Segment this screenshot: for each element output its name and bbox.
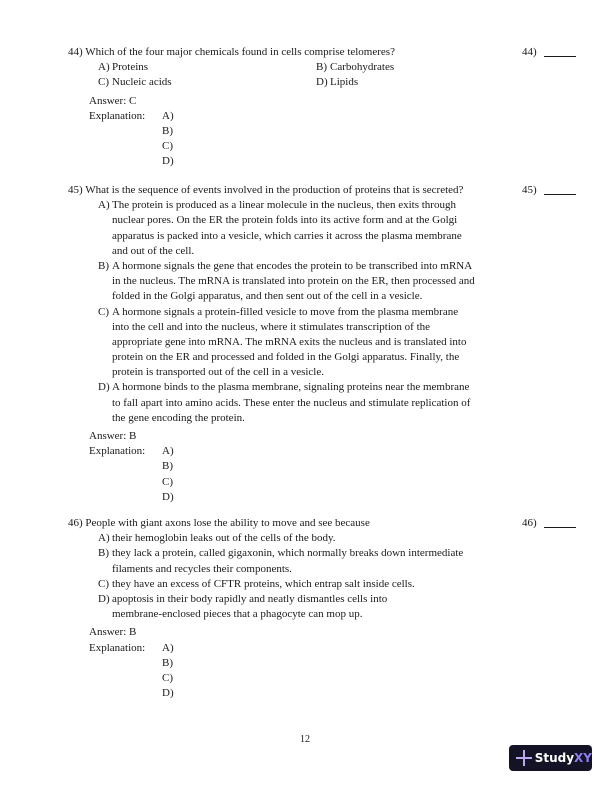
- question-46: [68, 516, 608, 701]
- question-number: 45): [68, 184, 83, 196]
- studyxy-badge[interactable]: [509, 745, 592, 771]
- brand-name: StudyXY: [534, 751, 592, 765]
- explanation-letter: D): [162, 687, 174, 700]
- answer-blank[interactable]: [544, 56, 576, 57]
- answer-line: Answer: B: [89, 430, 137, 442]
- option-b: B) they lack a protein, called gigaxonin, which normally breaks down intermediate filaments and recycles their components.: [98, 547, 464, 575]
- option-d: D) apoptosis in their body rapidly and neatly dismantles cells into membrane-enclosed pieces that a phagocyte can mop up.: [98, 592, 388, 621]
- option-a: A) their hemoglobin leaks out of the cells of the body.: [98, 532, 336, 545]
- answer-slot-number: 44): [522, 46, 537, 58]
- question-text: Which of the four major chemicals found in cells comprise telomeres?: [85, 46, 395, 58]
- option-c: C) they have an excess of CFTR proteins, which entrap salt inside cells.: [98, 577, 415, 590]
- option-c: C) Nucleic acids: [98, 76, 172, 89]
- question-number: 44): [68, 46, 83, 58]
- explanation-row: Explanation: A): [89, 445, 174, 458]
- option-a: A) Proteins: [98, 61, 149, 74]
- answer-value: B: [129, 626, 137, 639]
- option-d: D) Lipids: [316, 76, 359, 89]
- explanation-letter: D): [162, 490, 174, 503]
- option-c: C) A hormone signals a protein-filled vesicle to move from the plasma membrane into the cell and into the nucleus, where it stimulates transcription of the appropriate gene into mRNA. The mRNA exits the nucleus and is translated into protein on the ER and processed and folded in the Golgi apparatus. Finally, the protein is transported out of the cell in a vesicle.: [98, 305, 467, 379]
- question-stem: [68, 45, 608, 60]
- question-45: [68, 183, 608, 505]
- answer-line: Answer: B: [89, 626, 137, 639]
- explanation-letter: C): [162, 671, 173, 684]
- explanation-letter: B): [162, 124, 173, 137]
- option-a: A) The protein is produced as a linear molecule in the nucleus, then exits through nuclear pores. On the ER the protein folds into its active form and at the Golgi apparatus is packed into a vesicle, which carries it across the plasma membrane and out of the cell.: [98, 199, 462, 257]
- answer-slot-number: 45): [522, 184, 537, 196]
- answer-blank[interactable]: [544, 194, 576, 195]
- explanation-letter: C): [162, 140, 173, 153]
- answer-blank[interactable]: [544, 527, 576, 528]
- answer-value: C: [129, 94, 137, 107]
- question-text: What is the sequence of events involved in the production of proteins that is secreted?: [85, 184, 464, 196]
- answer-value: B: [129, 430, 137, 442]
- question-stem: [68, 516, 608, 531]
- question-number: 46): [68, 517, 83, 529]
- answer-line: Answer: C: [89, 94, 137, 107]
- page-number: 12: [300, 734, 310, 745]
- option-b: B) A hormone signals the gene that encodes the protein to be transcribed into mRNA in the nucleus. The mRNA is translated into protein on the ER, then processed and folded in the Golgi apparatus, and then sent out of the cell in a vesicle.: [98, 259, 475, 303]
- explanation-letter: B): [162, 656, 173, 669]
- explanation-letter: B): [162, 460, 173, 473]
- explanation-row: Explanation: A): [89, 641, 174, 654]
- question-stem: [68, 183, 608, 198]
- plus-icon: [515, 749, 531, 767]
- option-d: D) A hormone binds to the plasma membrane, signaling proteins near the membrane to fall apart into amino acids. These enter the nucleus and stimulate replication of the gene encoding the protein.: [98, 381, 471, 424]
- explanation-row: Explanation: A): [89, 109, 174, 122]
- question-44: [68, 45, 608, 170]
- answer-slot-number: 46): [522, 517, 537, 529]
- explanation-letter: C): [162, 475, 173, 488]
- question-text: People with giant axons lose the ability to move and see because: [85, 517, 370, 529]
- option-b: B) Carbohydrates: [316, 61, 395, 74]
- explanation-letter: D): [162, 155, 174, 168]
